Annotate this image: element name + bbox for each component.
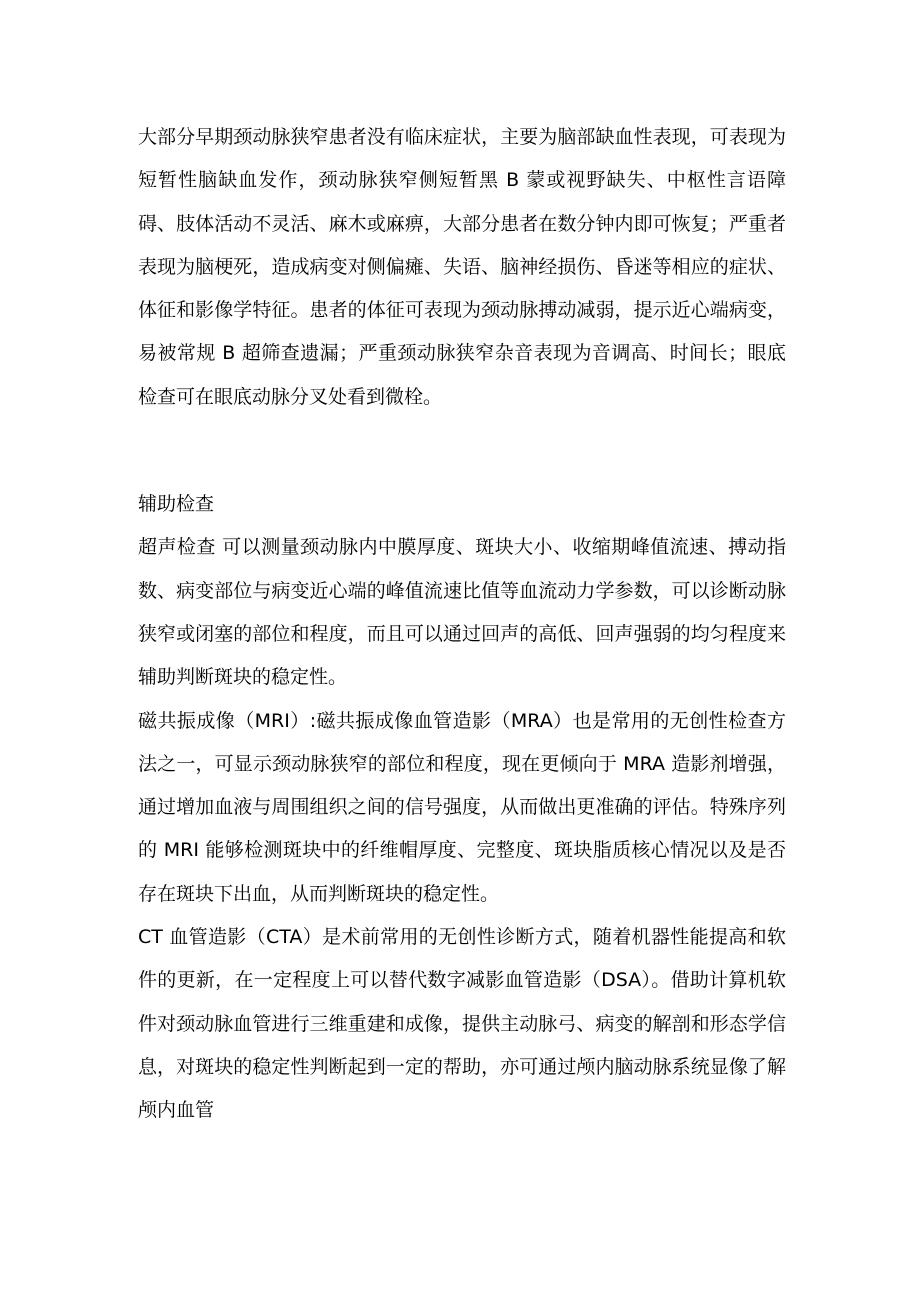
mri-paragraph: 磁共振成像（MRI）:磁共振成像血管造影（MRA）也是常用的无创性检查方法之一，可显示颈动脉狭窄的部位和程度，现在更倾向于 MRA 造影剂增强，通过增加血液与周围组织之间的信号强度，从而做出更准确的评估。特殊序列的 MRI 能够检测斑块中的纤维帽厚度、完整度、斑块脂质核心情况以及是否存在斑块下出血，从而判断斑块的稳定性。 [138, 709, 786, 905]
intro-paragraph: 大部分早期颈动脉狭窄患者没有临床症状，主要为脑部缺血性表现，可表现为短暂性脑缺血发作，颈动脉狭窄侧短暂黑 B 蒙或视野缺失、中枢性言语障碍、肢体活动不灵活、麻木或麻痹，大部分患者在数分钟内即可恢复；严重者表现为脑梗死，造成病变对侧偏瘫、失语、脑神经损伤、昏迷等相应的症状、体征和影像学特征。患者的体征可表现为颈动脉搏动减弱，提示近心端病变，易被常规 B 超筛查遗漏；严重颈动脉狭窄杂音表现为音调高、时间长；眼底检查可在眼底动脉分叉处看到微栓。 [138, 126, 786, 408]
ultrasound-paragraph: 超声检查 可以测量颈动脉内中膜厚度、斑块大小、收缩期峰值流速、搏动指数、病变部位与病变近心端的峰值流速比值等血流动力学参数，可以诊断动脉狭窄或闭塞的部位和程度，而且可以通过回声的高低、回声强弱的均匀程度来辅助判断斑块的稳定性。 [138, 536, 786, 689]
section-heading: 辅助检查 [138, 493, 215, 516]
cta-paragraph: CT 血管造影（CTA）是术前常用的无创性诊断方式，随着机器性能提高和软件的更新，在一定程度上可以替代数字减影血管造影（DSA）。借助计算机软件对颈动脉血管进行三维重建和成像，提供主动脉弓、病变的解剖和形态学信息，对斑块的稳定性判断起到一定的帮助，亦可通过颅内脑动脉系统显像了解颅内血管 [138, 926, 786, 1122]
document-page [138, 116, 786, 1133]
